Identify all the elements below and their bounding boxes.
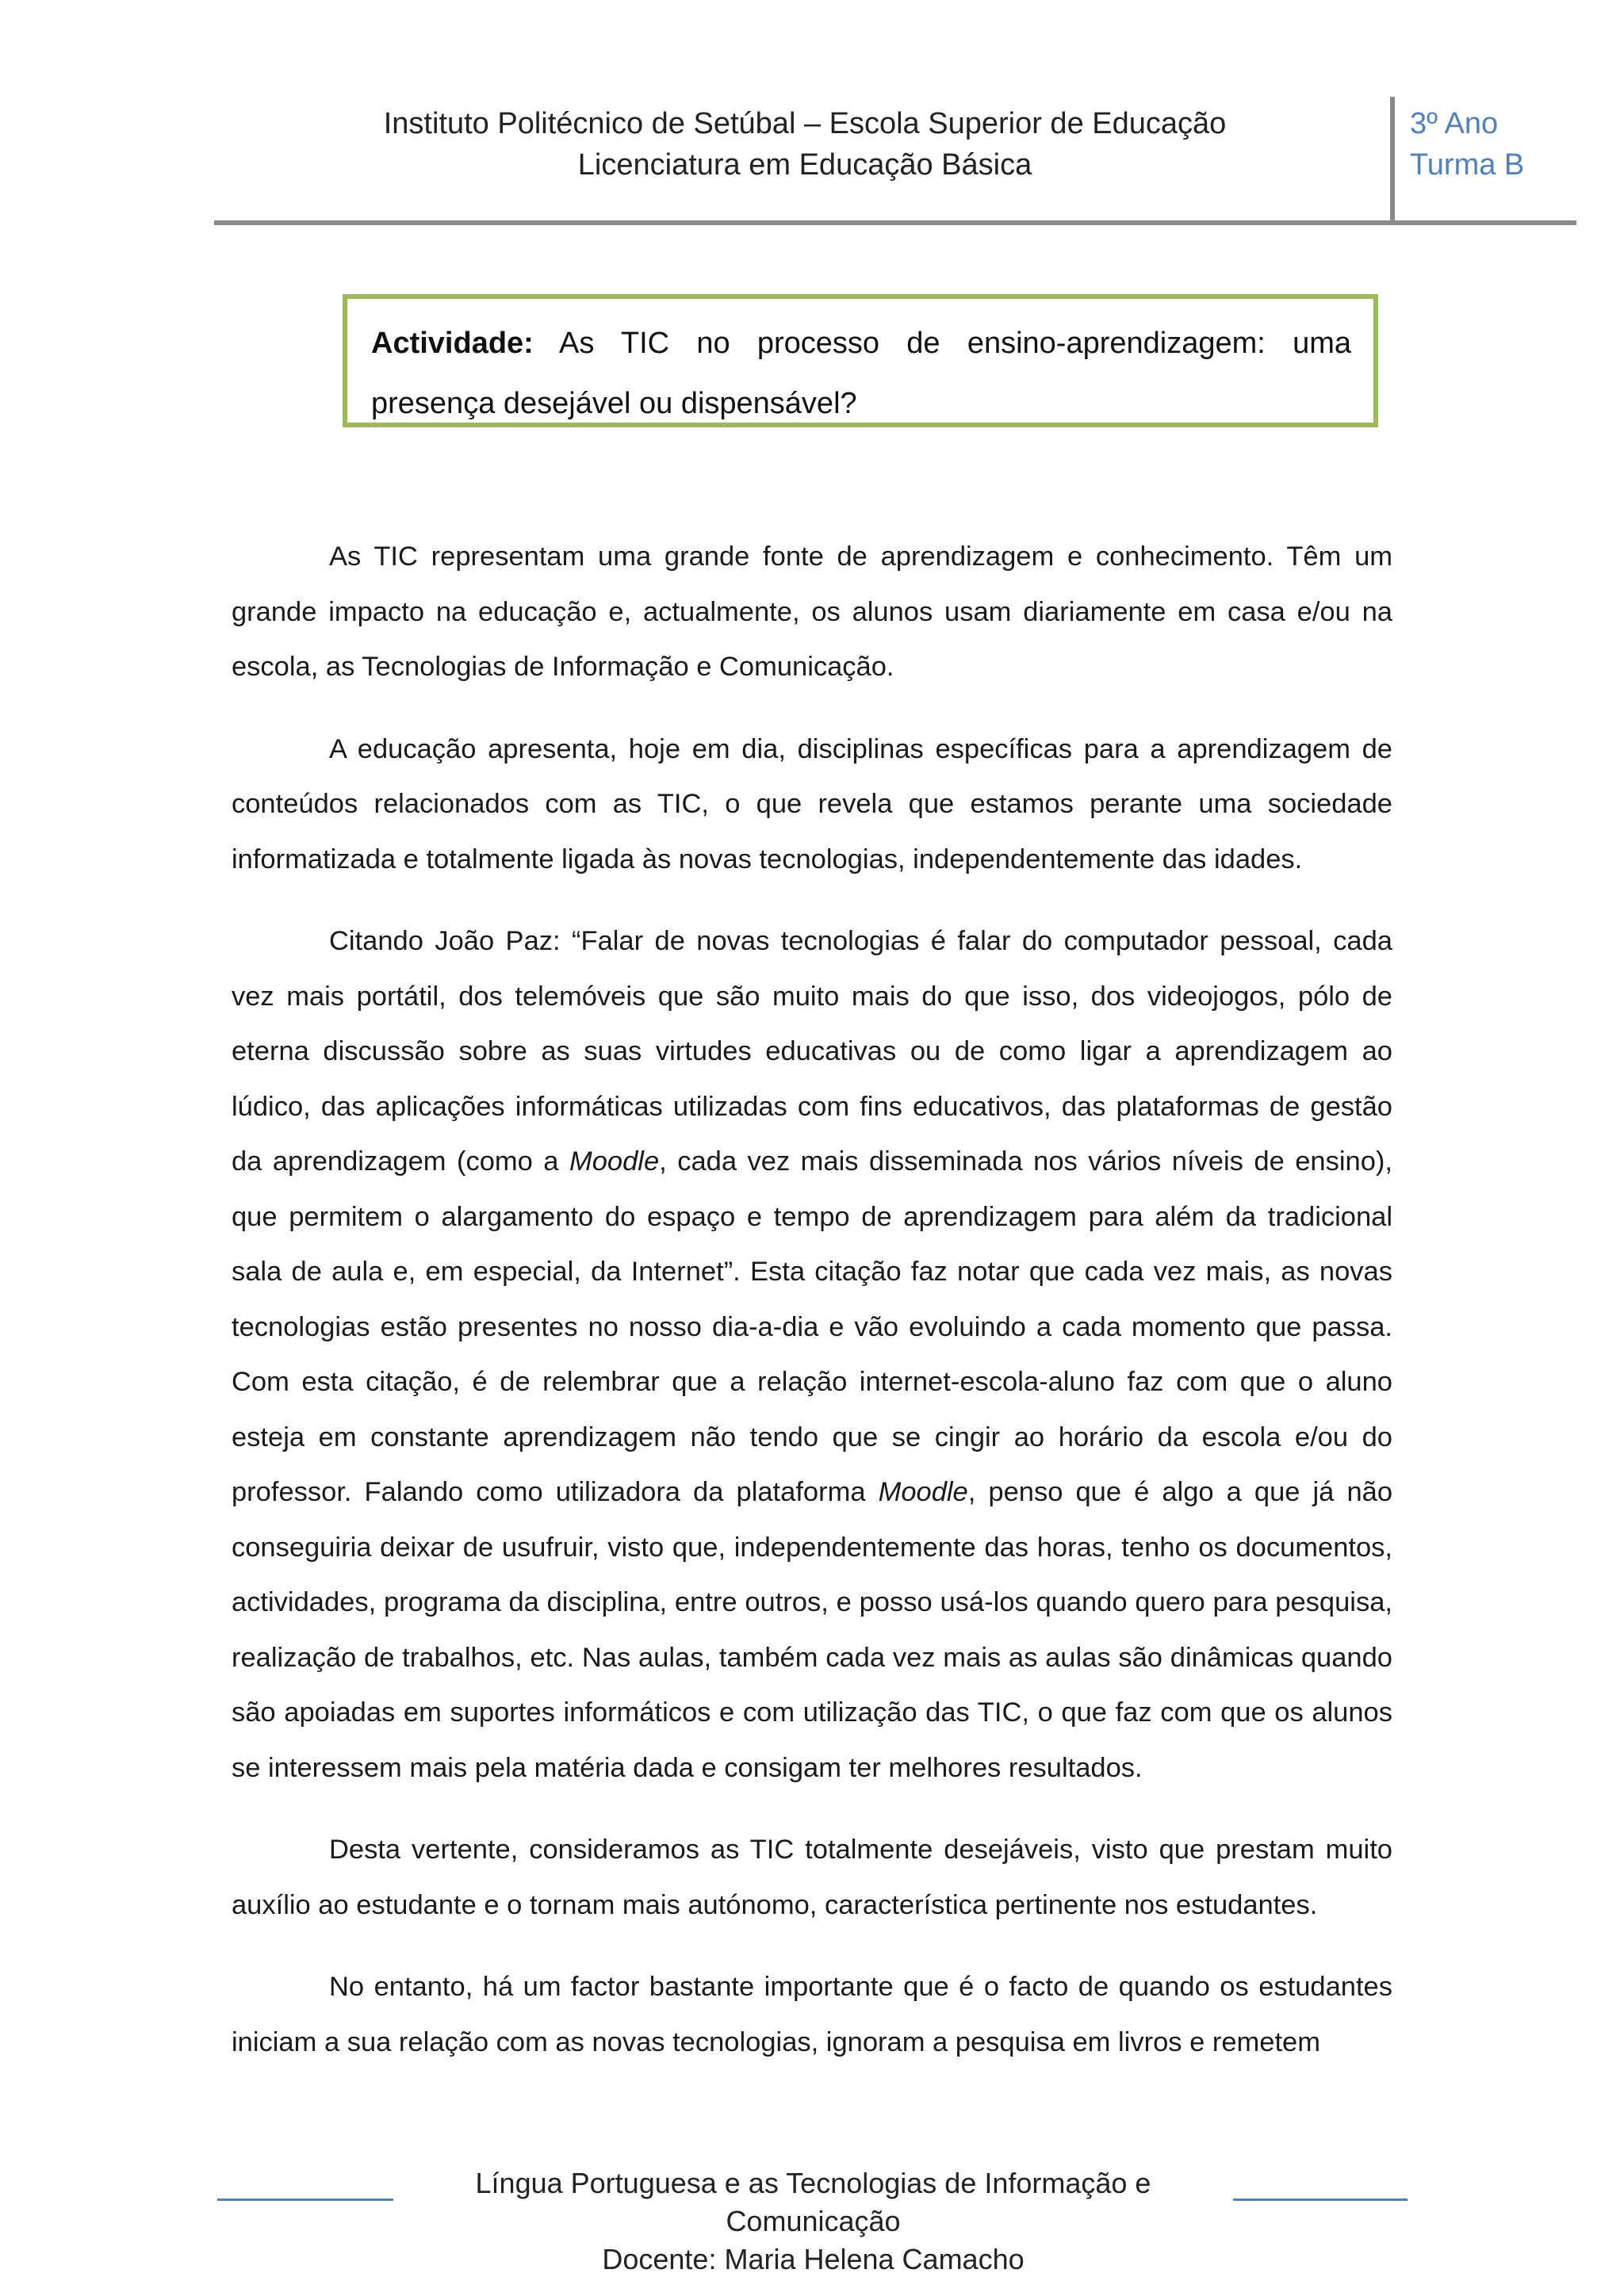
paragraph-3-text-2: , cada vez mais disseminada nos vários níveis de ensino), que permitem o alargamento do espaço e tempo de aprendizagem para além da tradicional sala de aula e, em especial, da Internet”. Esta citação faz notar que cada vez mais, as novas tecnologias estão presentes no nosso dia-a-dia e vão evoluindo a cada momento que passa. Com esta citação, é de relembrar que a relação internet-escola-aluno faz com que o aluno esteja em constante aprendizagem não tendo que se cingir ao horário da escola e/ou do professor. Falando como utilizadora da plataforma: [232, 1146, 1392, 1507]
header-class-info: [1410, 103, 1524, 186]
document-body: [232, 530, 1392, 2097]
activity-label: Actividade:: [371, 327, 534, 360]
paragraph-3-text-3: , penso que é algo a que já não conseguiria deixar de usufruir, visto que, independentemente das horas, tenho os documentos, actividades, programa da disciplina, entre outros, e posso usá-los quando quero para pesquisa, realização de trabalhos, etc. Nas aulas, também cada vez mais as aulas são dinâmicas quando são apoiadas em suportes informáticos e com utilização das TIC, o que faz com que os alunos se interessem mais pela matéria dada e consigam ter melhores resultados.: [232, 1477, 1393, 1783]
paragraph-3: [232, 914, 1392, 1796]
degree-name: Licenciatura em Educação Básica: [577, 148, 1032, 182]
activity-box: [343, 294, 1378, 427]
paragraph-3-text-1: Citando João Paz: “Falar de novas tecnologias é falar do computador pessoal, cada vez mais portátil, dos telemóveis que são muito mais do que isso, dos videojogos, pólo de eterna discussão sobre as suas virtudes educativas ou de como ligar a aprendizagem ao lúdico, das aplicações informáticas utilizadas com fins educativos, das plataformas de gestão da aprendizagem (como a: [232, 926, 1392, 1177]
header-divider-vertical: [1390, 97, 1395, 224]
page-header: [214, 103, 1396, 186]
moodle-term: Moodle: [569, 1146, 660, 1177]
course-name: Língua Portuguesa e as Tecnologias de Informação e Comunicação: [475, 2167, 1151, 2237]
paragraph-1: As TIC representam uma grande fonte de aprendizagem e conhecimento. Têm um grande impacto na educação e, actualmente, os alunos usam diariamente em casa e/ou na escola, as Tecnologias de Informação e Comunicação.: [232, 541, 1392, 682]
footer-rule-right: [1233, 2198, 1408, 2201]
paragraph-5: No entanto, há um factor bastante importante que é o facto de quando os estudantes iniciam a sua relação com as novas tecnologias, ignoram a pesquisa em livros e remetem: [232, 1972, 1392, 2057]
page-footer: [393, 2164, 1233, 2279]
footer-rule-left: [217, 2198, 393, 2201]
year-label: 3º Ano: [1410, 107, 1499, 140]
moodle-term: Moodle: [878, 1477, 968, 1507]
activity-title: As TIC no processo de ensino-aprendizagem: uma presença desejável ou dispensável?: [371, 327, 1351, 420]
institution-name: Instituto Politécnico de Setúbal – Escola Superior de Educação: [383, 107, 1227, 140]
paragraph-4: Desta vertente, consideramos as TIC totalmente desejáveis, visto que prestam muito auxílio ao estudante e o tornam mais autónomo, característica pertinente nos estudantes.: [232, 1835, 1392, 1920]
class-label: Turma B: [1410, 148, 1525, 182]
teacher-name: Docente: Maria Helena Camacho: [602, 2243, 1025, 2275]
header-divider-horizontal: [214, 220, 1576, 225]
paragraph-2: A educação apresenta, hoje em dia, disciplinas específicas para a aprendizagem de conteúdos relacionados com as TIC, o que revela que estamos perante uma sociedade informatizada e totalmente ligada às novas tecnologias, independentemente das idades.: [232, 733, 1392, 874]
